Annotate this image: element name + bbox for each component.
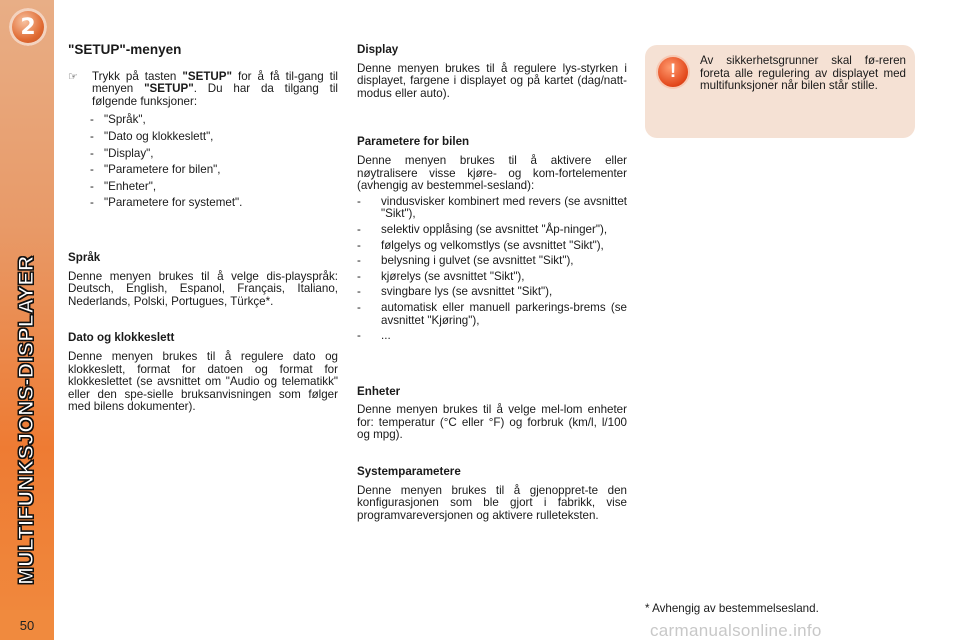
list-item: - kjørelys (se avsnittet "Sikt"), xyxy=(357,271,627,284)
list-item: - vindusvisker kombinert med revers (se avsnittet "Sikt"), xyxy=(357,194,627,221)
intro-text-part: . Du har da tilgang til følgende funksjoner: xyxy=(92,82,338,108)
list-item-text: vindusvisker kombinert med revers (se avsnittet "Sikt"), xyxy=(381,194,627,221)
left-column xyxy=(68,44,338,414)
intro-paragraph xyxy=(68,71,338,109)
warning-box xyxy=(645,45,915,138)
param-heading: Parametere for bilen xyxy=(357,135,470,149)
list-item: - selektiv opplåsing (se avsnittet "Åp-ninger"), xyxy=(357,224,627,237)
exclamation-warning-icon: ! xyxy=(656,55,690,89)
list-item: - følgelys og velkomstlys (se avsnittet "Sikt"), xyxy=(357,240,627,253)
display-heading: Display xyxy=(357,43,399,56)
warning-text: Av sikkerhetsgrunner skal fø-reren foreta alle regulering av displayet med multifunksjoner når bilen står stille. xyxy=(700,54,906,93)
list-item: - "Parametere for bilen", xyxy=(90,164,338,177)
setup-menu-label: "SETUP" xyxy=(144,82,194,96)
list-item: - "Enheter", xyxy=(90,181,338,194)
list-item-text: belysning i gulvet (se avsnittet "Sikt"), xyxy=(381,254,574,268)
list-item: - "Språk", xyxy=(90,114,338,127)
list-item: - "Parametere for systemet". xyxy=(90,197,338,210)
list-item-text: følgelys og velkomstlys (se avsnittet "Sikt"), xyxy=(381,238,604,252)
list-item: - ... xyxy=(357,330,627,343)
param-text: Denne menyen brukes til å aktivere eller nøytralisere visse kjøre- og kom-fortelementer (avhengig av bestemmel-sesland): xyxy=(357,153,627,193)
list-item-text: svingbare lys (se avsnittet "Sikt"), xyxy=(381,285,553,299)
list-item-text: kjørelys (se avsnittet "Sikt"), xyxy=(381,269,525,283)
intro-text-part: for å få til-gang til menyen xyxy=(92,69,339,96)
list-item-text: automatisk eller manuell parkerings-brems (se avsnittet "Kjøring"), xyxy=(381,300,627,327)
list-item-text: ... xyxy=(381,329,391,343)
setup-menu-list xyxy=(90,114,338,210)
sprak-heading: Språk xyxy=(68,250,101,264)
list-item: - svingbare lys (se avsnittet "Sikt"), xyxy=(357,286,627,299)
system-text: Denne menyen brukes til å gjenoppret-te den konfigurasjonen som ble gjort i fabrikk, vise programvareversjonen og aktivere rulleteksten. xyxy=(357,483,627,522)
sprak-text: Denne menyen brukes til å velge dis-playspråk: Deutsch, English, Espanol, Français, Italiano, Nederlands, Polski, Portugues, Türkçe*. xyxy=(68,269,338,308)
list-item-text: selektiv opplåsing (se avsnittet "Åp-ninger"), xyxy=(381,222,608,236)
enheter-heading: Enheter xyxy=(357,384,401,398)
footnote: * Avhengig av bestemmelsesland. xyxy=(645,602,819,615)
setup-key-label: "SETUP" xyxy=(182,69,233,83)
list-item: - "Dato og klokkeslett", xyxy=(90,131,338,144)
watermark: carmanualsonline.info xyxy=(650,621,822,640)
list-item: - automatisk eller manuell parkerings-brems (se avsnittet "Kjøring"), xyxy=(357,300,627,327)
dato-text: Denne menyen brukes til å regulere dato og klokkeslett, format for datoen og format for klokkeslettet (se avsnittet om "Audio og telematikk" eller den spe-sielle bruksanvisningen som følger med bilens dokumenter). xyxy=(68,349,338,414)
param-list xyxy=(357,196,627,343)
middle-column xyxy=(357,44,627,522)
system-heading: Systemparametere xyxy=(357,465,461,479)
dato-heading: Dato og klokkeslett xyxy=(68,331,175,345)
section-title: MULTIFUNKSJONS-DISPLAYER xyxy=(15,255,38,585)
page-number: 50 xyxy=(0,610,54,640)
chapter-sidebar xyxy=(0,0,54,640)
intro-text xyxy=(92,71,338,109)
list-item: - belysning i gulvet (se avsnittet "Sikt"), xyxy=(357,255,627,268)
chapter-number-badge xyxy=(9,8,47,46)
chapter-number: 2 xyxy=(20,14,36,40)
list-item: - "Display", xyxy=(90,148,338,161)
intro-text-part: Trykk på tasten xyxy=(92,69,183,83)
page-title: "SETUP"-menyen xyxy=(68,42,182,57)
pointing-hand-icon: ☞ xyxy=(68,70,78,83)
display-text: Denne menyen brukes til å regulere lys-styrken i displayet, fargene i displayet og på kartet (dag/natt-modus eller auto). xyxy=(357,61,627,100)
enheter-text: Denne menyen brukes til å velge mel-lom enheter for: temperatur (°C eller °F) og forbruk (km/l, l/100 og mpg). xyxy=(357,403,627,442)
